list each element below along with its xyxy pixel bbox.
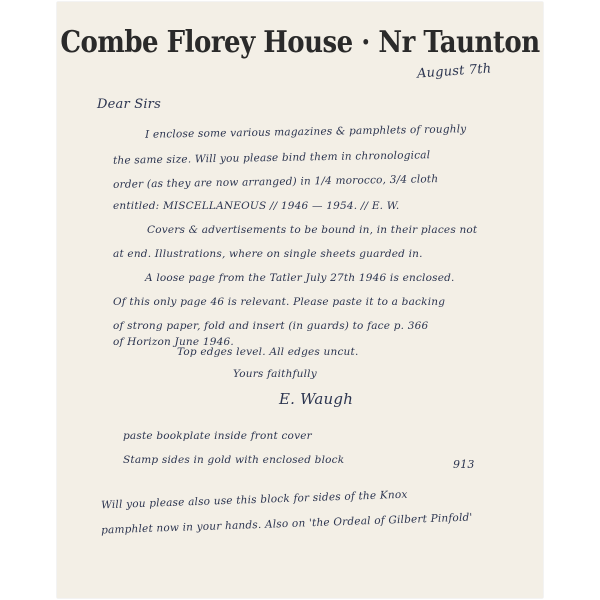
sign-off: Yours faithfully [233, 368, 317, 380]
body-line: Of this only page 46 is relevant. Please paste it to a backing [113, 296, 446, 308]
note-line: paste bookplate inside front cover [123, 430, 312, 442]
body-line: Covers & advertisements to be bound in, in their places not [147, 224, 478, 236]
body-line: of Horizon June 1946. [113, 336, 234, 348]
reference-number: 913 [453, 458, 475, 471]
postscript-line: pamphlet now in your hands. Also on 'the Ordeal of Gilbert Pinfold' [100, 511, 473, 537]
body-line: I enclose some various magazines & pamphlets of roughly [144, 123, 467, 141]
letter-date: August 7th [416, 61, 492, 82]
body-line: entitled: MISCELLANEOUS // 1946 — 1954. // E. W. [113, 200, 400, 212]
body-line: of strong paper, fold and insert (in guards) to face p. 366 [113, 320, 429, 332]
body-line: Top edges level. All edges uncut. [177, 346, 359, 358]
body-line: at end. Illustrations, where on single sheets guarded in. [113, 248, 423, 260]
salutation: Dear Sirs [97, 97, 161, 112]
letterhead: Combe Florey House · Nr Taunton [60, 25, 540, 61]
letter-page [57, 2, 543, 598]
note-line: Stamp sides in gold with enclosed block [123, 454, 345, 466]
signature: E. Waugh [279, 390, 354, 408]
body-line: the same size. Will you please bind them in chronological [112, 149, 431, 167]
postscript-line: Will you please also use this block for sides of the Knox [100, 488, 408, 512]
body-line: order (as they are now arranged) in 1/4 morocco, 3/4 cloth [112, 173, 439, 191]
body-line: A loose page from the Tatler July 27th 1946 is enclosed. [145, 272, 455, 284]
